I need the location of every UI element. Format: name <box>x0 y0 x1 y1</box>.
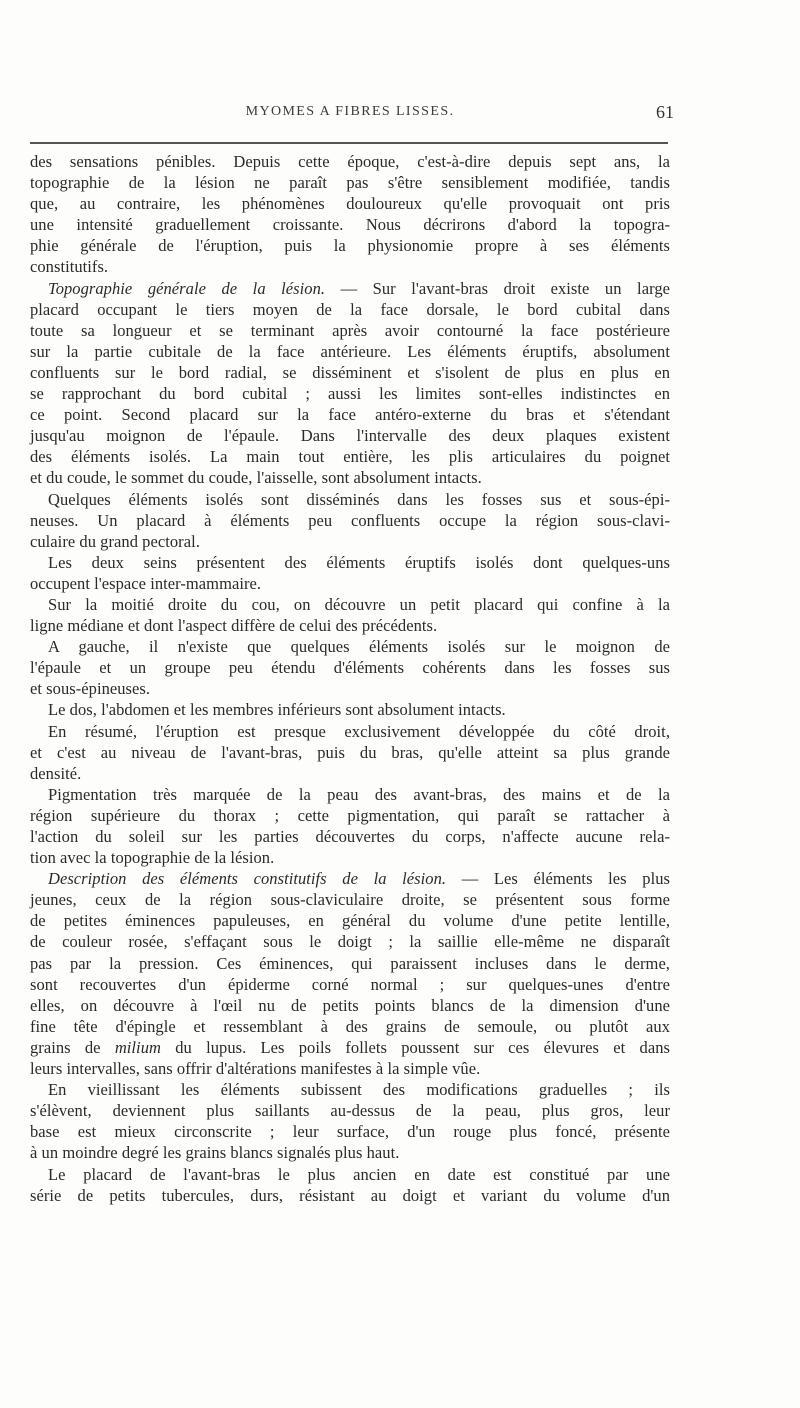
text-line: série de petits tubercules, durs, résistant au doigt et variant du volume d'un <box>30 1185 670 1205</box>
text-line: culaire du grand pectoral. <box>30 531 200 551</box>
text-line: à un moindre degré les grains blancs signalés plus haut. <box>30 1143 400 1163</box>
text-line: que, au contraire, les phénomènes douloureux qu'elle provoquait ont pris <box>30 194 670 214</box>
text-line: En résumé, l'éruption est presque exclusivement développée du côté droit, <box>48 721 670 741</box>
text-line: de couleur rosée, s'effaçant sous le doigt ; la saillie elle-même ne disparaît <box>30 932 670 952</box>
text-line: phie générale de l'éruption, puis la physionomie propre à ses éléments <box>30 236 670 256</box>
text-line: une intensité graduellement croissante. Nous décrirons d'abord la topogra- <box>30 215 670 235</box>
text-line: se rapprochant du bord cubital ; aussi les limites sont-elles indistinctes en <box>30 384 670 404</box>
text-line: région supérieure du thorax ; cette pigmentation, qui paraît se rattacher à <box>30 805 670 825</box>
text-line: des sensations pénibles. Depuis cette époque, c'est-à-dire depuis sept ans, la <box>30 152 670 171</box>
text-line: base est mieux circonscrite ; leur surface, d'un rouge plus foncé, présente <box>30 1122 670 1142</box>
text-line: ce point. Second placard sur la face antéro-externe du bras et s'étendant <box>30 405 670 425</box>
text-line: tion avec la topographie de la lésion. <box>30 848 275 868</box>
body-text <box>30 151 670 1206</box>
text-line: placard occupant le tiers moyen de la face dorsale, le bord cubital dans <box>30 299 670 319</box>
italic-term: milium <box>114 1037 161 1057</box>
text-line: Quelques éléments isolés sont disséminés dans les fosses sus et sous-épi- <box>48 489 670 509</box>
text-line: et sous-épineuses. <box>30 679 151 699</box>
text-line: s'élèvent, deviennent plus saillants au-dessus de la peau, plus gros, leur <box>30 1101 670 1121</box>
text-line: sont recouvertes d'un épiderme corné normal ; sur quelques-unes d'entre <box>30 974 670 994</box>
text-line: occupent l'espace inter-mammaire. <box>30 573 262 593</box>
text-line: sur la partie cubitale de la face antérieure. Les éléments éruptifs, absolument <box>30 341 670 361</box>
text-line: neuses. Un placard à éléments peu confluents occupe la région sous-clavi- <box>30 510 670 530</box>
text-line: Description des éléments constitutifs de la lésion. — Les éléments les plus <box>48 869 670 889</box>
text-line: et c'est au niveau de l'avant-bras, puis du bras, qu'elle atteint sa plus grande <box>30 742 670 762</box>
text-line: densité. <box>30 763 82 783</box>
text-line: topographie de la lésion ne paraît pas s'être sensiblement modifiée, tandis <box>30 173 670 193</box>
text-line: A gauche, il n'existe que quelques éléments isolés sur le moignon de <box>48 637 670 657</box>
text-line: et du coude, le sommet du coude, l'aisselle, sont absolument intacts. <box>30 468 482 488</box>
text-line: Sur la moitié droite du cou, on découvre un petit placard qui confine à la <box>48 594 670 614</box>
text-line: Topographie générale de la lésion. — Sur l'avant-bras droit existe un large <box>48 278 670 298</box>
text-line: constitutifs. <box>30 257 109 277</box>
text-line: elles, on découvre à l'œil nu de petits points blancs de la dimension d'une <box>30 995 670 1015</box>
text-line: Pigmentation très marquée de la peau des avant-bras, des mains et de la <box>48 784 670 804</box>
text-line: ligne médiane et dont l'aspect diffère de celui des précédents. <box>30 616 438 636</box>
text-line: l'action du soleil sur les parties découvertes du corps, n'affecte aucune rela- <box>30 827 670 846</box>
text-line: Le dos, l'abdomen et les membres inférieurs sont absolument intacts. <box>48 700 506 720</box>
running-title: MYOMES A FIBRES LISSES. <box>245 104 455 119</box>
running-header <box>30 102 674 128</box>
text-line: pas par la pression. Ces éminences, qui paraissent incluses dans le derme, <box>30 953 670 973</box>
text-line: l'épaule et un groupe peu étendu d'éléments cohérents dans les fosses sus <box>30 658 670 678</box>
text-line: jusqu'au moignon de l'épaule. Dans l'intervalle des deux plaques existent <box>30 426 670 446</box>
page-number: 61 <box>656 102 674 122</box>
section-heading: Topographie générale de la lésion. <box>48 278 326 298</box>
text-line: leurs intervalles, sans offrir d'altérations manifestes à la simple vûe. <box>30 1059 481 1079</box>
text-line: toute sa longueur et se terminant après avoir contourné la face postérieure <box>30 320 670 340</box>
text-line: fine tête d'épingle et ressemblant à des grains de semoule, ou plutôt aux <box>30 1016 670 1036</box>
text-line: En vieillissant les éléments subissent des modifications graduelles ; ils <box>48 1080 670 1100</box>
text-line: Les deux seins présentent des éléments éruptifs isolés dont quelques-uns <box>48 552 670 572</box>
text-line: confluents sur le bord radial, se disséminent et s'isolent de plus en plus en <box>30 362 670 382</box>
section-heading: Description des éléments constitutifs de la lésion. <box>48 869 447 889</box>
header-rule <box>30 142 668 144</box>
text-line: grains de milium du lupus. Les poils follets poussent sur ces élevures et dans <box>30 1037 670 1057</box>
text-line: des éléments isolés. La main tout entière, les plis articulaires du poignet <box>30 447 670 467</box>
text-line: de petites éminences papuleuses, en général du volume d'une petite lentille, <box>30 911 670 931</box>
text-line: Le placard de l'avant-bras le plus ancien en date est constitué par une <box>48 1164 670 1184</box>
text-line: jeunes, ceux de la région sous-claviculaire droite, se présentent sous forme <box>30 890 670 910</box>
